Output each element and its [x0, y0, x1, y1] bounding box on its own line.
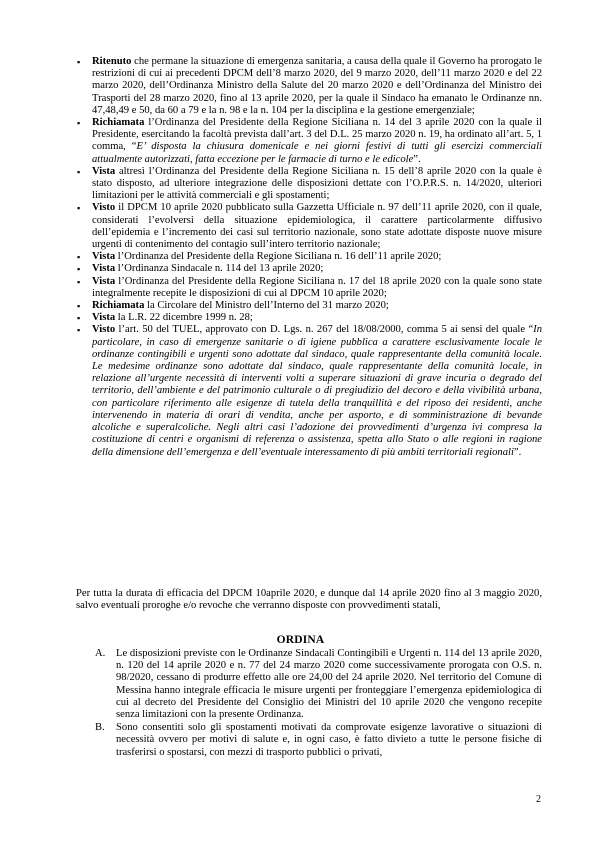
list-item	[92, 166, 542, 203]
order-item	[95, 648, 542, 721]
list-item	[92, 56, 542, 117]
list-item	[92, 263, 542, 275]
item-text: l’art. 50 del TUEL, approvato con D. Lgs. n. 267 del 18/08/2000, comma 5 ai sensi del quale “	[115, 324, 534, 336]
order-letter: B.	[95, 722, 105, 734]
item-text: la L.R. 22 dicembre 1999 n. 28;	[115, 312, 253, 324]
item-keyword: Vista	[92, 275, 116, 287]
premises-list	[92, 56, 542, 459]
item-keyword: Vista	[92, 165, 116, 177]
item-text: l’Ordinanza del Presidente della Regione Siciliana n. 17 del 18 aprile 2020 con la quale sono state integralmente recepite le disposizioni di cui al DPCM 10 aprile 2020;	[92, 275, 542, 299]
item-text: che permane la situazione di emergenza sanitaria, a causa della quale il Governo ha prorogato le restrizioni di cui ai precedenti DPCM dell’8 marzo 2020, del 9 marzo 2020, dell’11 marzo 2020 e del 22 marzo 2020, dell’Ordinanza Ministro della Salute del 20 marzo 2020 e dell’Ordinanza del Ministro dei Trasporti del 28 marzo 2020, fino al 13 aprile 2020, per la quale il Sindaco ha emanato le Ordinanze nn. 47,48,49 e 50, da 60 a 79 e la n. 98 e la n. 104 per la disciplina e la gestione emergenziale;	[92, 56, 542, 116]
list-item	[92, 276, 542, 300]
list-item	[92, 202, 542, 251]
order-letter: A.	[95, 648, 106, 659]
list-item	[92, 324, 542, 458]
validity-paragraph: Per tutta la durata di efficacia del DPCM 10aprile 2020, e dunque dal 14 aprile 2020 fino al 3 maggio 2020, salvo eventuali proroghe e/o revoche che verranno disposte con provvedimenti statali,	[76, 588, 542, 612]
item-text-end: ”.	[413, 153, 421, 165]
item-quote: In particolare, in caso di emergenze sanitarie o di igiene pubblica a carattere esclusivamente locale le ordinanze contingibili e urgenti sono adottate dal sindaco, quale rappresentante della comunità locale. Le medesime ordinanze sono adottate dal sindaco, quale rappresentante della comunità locale, in relazione all’urgente necessità di interventi volti a superare situazioni di grave incuria o degrado del territorio, dell’ambiente e del patrimonio culturale o di pregiudizio del decoro e della vivibilità urbana, con particolare riferimento alle esigenze di tutela della tranquillità e del riposo dei residenti, anche intervenendo in materia di orari di vendita, anche per asporto, e di somministrazione di bevande alcoliche e superalcoliche. Negli altri casi l’adozione dei provvedimenti d’urgenza ivi compresa la costituzione di centri e organismi di referenza o assistenza, spetta allo Stato o alle regioni in ragione della dimensione dell’emergenza e dell’eventuale interessamento di più ambiti territoriali regionali	[92, 324, 542, 458]
list-item	[92, 300, 542, 312]
order-text: Sono consentiti solo gli spostamenti motivati da comprovate esigenze lavorative o situazioni di necessità ovvero per motivi di salute e, in ogni caso, è fatto divieto a tutte le persone fisiche di trasferirsi o spostarsi, con mezzi di trasporto pubblici o privati,	[116, 722, 542, 758]
item-keyword: Visto	[92, 324, 116, 336]
list-item	[92, 312, 542, 324]
item-quote: E’ disposta la chiusura domenicale e nei giorni festivi di tutti gli esercizi commerciali attualmente autorizzati, fatta eccezione per le farmacie di turno e le edicole	[92, 141, 542, 165]
item-text: il DPCM 10 aprile 2020 pubblicato sulla Gazzetta Ufficiale n. 97 dell’11 aprile 2020, con il quale, considerati l’evolversi della situazione epidemiologica, il carattere particolarmente diffusivo dell’epidemia e l’incremento dei casi sul territorio nazionale, sono state adottate disposte nuove misure urgenti di contenimento del contagio sull’intero territorio nazionale;	[92, 202, 542, 251]
item-keyword: Ritenuto	[92, 56, 132, 67]
item-text: l’Ordinanza Sindacale n. 114 del 13 aprile 2020;	[115, 263, 324, 275]
item-keyword: Vista	[92, 251, 116, 263]
item-keyword: Visto	[92, 202, 116, 214]
item-keyword: Vista	[92, 263, 116, 275]
page-number: 2	[536, 794, 541, 805]
item-text: l’Ordinanza del Presidente della Regione Siciliana n. 14 del 3 aprile 2020 con la quale il Presidente, esercitando la facoltà prevista dall’art. 3 del D.L. 25 marzo 2020 n. 19, ha ordinato all’art. 5, 1 comma, “	[92, 117, 542, 153]
item-keyword: Richiamata	[92, 300, 145, 312]
item-keyword: Vista	[92, 312, 116, 324]
list-item	[92, 117, 542, 166]
item-text-end: ”.	[513, 446, 522, 458]
order-text: Le disposizioni previste con le Ordinanze Sindacali Contingibili e Urgenti n. 114 del 13 aprile 2020, n. 120 del 14 aprile 2020 e n. 77 del 24 marzo 2020 come successivamente prorogata con O.S. n. 98/2020, cessano di produrre effetto alle ore 24,00 del 24 aprile 2020. Nel territorio del Comune di Messina hanno integrale efficacia le misure urgenti per fronteggiare l’emergenza epidemiologica di cui al decreto del Presidente del Consiglio dei Ministri del 10 aprile 2020 che vengono recepite senza limitazioni con la presente Ordinanza.	[116, 648, 542, 721]
list-item	[92, 251, 542, 263]
item-text: la Circolare del Ministro dell’Interno del 31 marzo 2020;	[144, 300, 389, 312]
item-text: altresì l’Ordinanza del Presidente della Regione Siciliana n. 15 dell’8 aprile 2020 con la quale è stato disposto, ad ulteriore integrazione delle disposizioni dettate con l’O.P.R.S. n. 14/2020, ulteriori limitazioni per le attività commerciali e gli spostamenti;	[92, 165, 542, 202]
section-heading: ORDINA	[276, 634, 325, 646]
orders-list	[95, 648, 542, 760]
item-text: l’Ordinanza del Presidente della Regione Siciliana n. 16 dell’11 aprile 2020;	[115, 251, 442, 263]
order-item	[95, 722, 542, 759]
item-keyword: Richiamata	[92, 117, 145, 129]
